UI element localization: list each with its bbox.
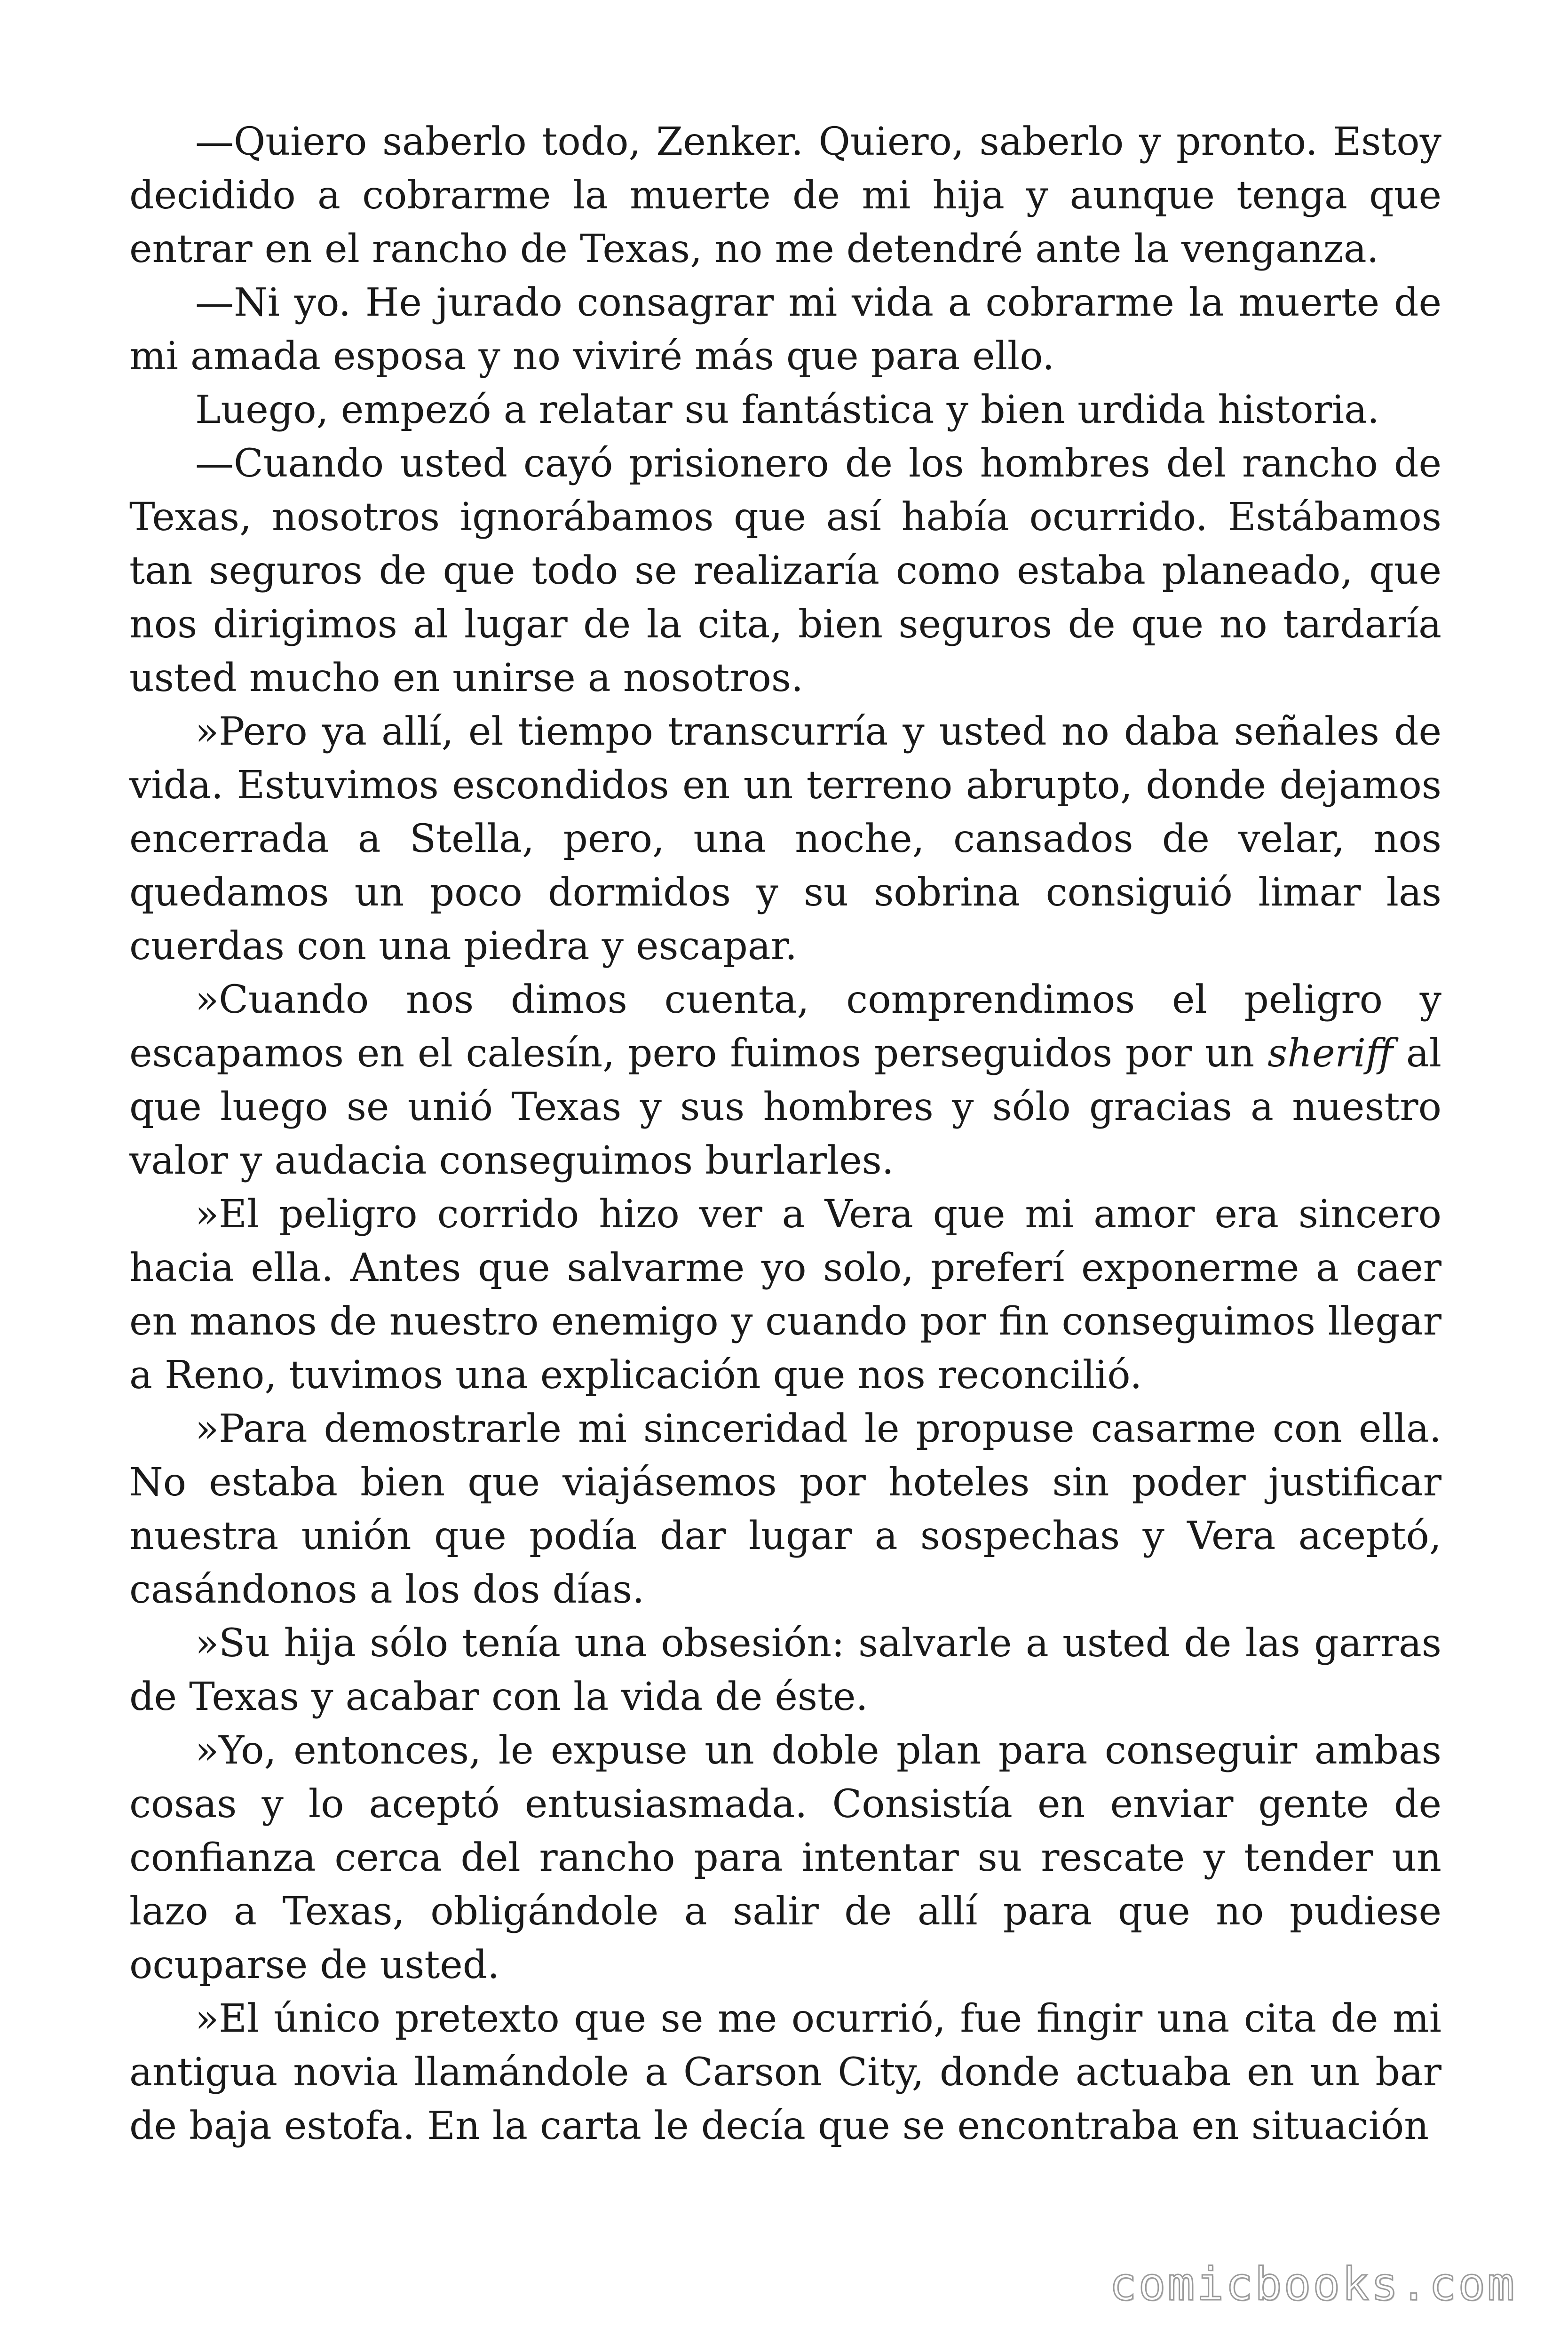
body-text xyxy=(129,115,1441,2153)
paragraph-6-italic-term: sheriff xyxy=(1267,1031,1394,1076)
paragraph-9: »Su hija sólo tenía una obsesión: salvarle a usted de las garras de Texas y acabar con la vida de éste. xyxy=(129,1621,1441,1719)
paragraph-1: —Quiero saberlo todo, Zenker. Quiero, saberlo y pronto. Estoy decidido a cobrarme la muerte de mi hija y aunque tenga que entrar en el rancho de Texas, no me detendré ante la venganza. xyxy=(129,119,1441,271)
paragraph-3: Luego, empezó a relatar su fantástica y bien urdida historia. xyxy=(195,388,1380,432)
paragraph-6-text-before: »Cuando nos dimos cuenta, comprendimos el peligro y escapamos en el calesín, pero fuimos perseguidos por un xyxy=(129,977,1441,1076)
paragraph-7: »El peligro corrido hizo ver a Vera que mi amor era sincero hacia ella. Antes que salvarme yo solo, preferí exponerme a caer en manos de nuestro enemigo y cuando por fin conseguimos llegar a Reno, tuvimos una explicación que nos reconcilió. xyxy=(129,1192,1441,1398)
paragraph-10: »Yo, entonces, le expuse un doble plan para conseguir ambas cosas y lo aceptó entusiasmada. Consistía en enviar gente de confianza cerca del rancho para intentar su rescate y tender un lazo a Texas, obligándole a salir de allí para que no pudiese ocuparse de usted. xyxy=(129,1728,1441,1987)
watermark: comicbooks.com xyxy=(1109,2258,1516,2311)
paragraph-8: »Para demostrarle mi sinceridad le propuse casarme con ella. No estaba bien que viajásemos por hoteles sin poder justificar nuestra unión que podía dar lugar a sospechas y Vera aceptó, casándonos a los dos días. xyxy=(129,1406,1441,1612)
paragraph-5: »Pero ya allí, el tiempo transcurría y usted no daba señales de vida. Estuvimos escondidos en un terreno abrupto, donde dejamos encerrada a Stella, pero, una noche, cansados de velar, nos quedamos un poco dormidos y su sobrina consiguió limar las cuerdas con una piedra y escapar. xyxy=(129,709,1441,969)
paragraph-11: »El único pretexto que se me ocurrió, fue fingir una cita de mi antigua novia llamándole a Carson City, donde actuaba en un bar de baja estofa. En la carta le decía que se encontraba en situación xyxy=(129,1996,1441,2148)
paragraph-2: —Ni yo. He jurado consagrar mi vida a cobrarme la muerte de mi amada esposa y no viviré más que para ello. xyxy=(129,280,1441,379)
paragraph-6 xyxy=(129,973,1441,1188)
paragraph-4: —Cuando usted cayó prisionero de los hombres del rancho de Texas, nosotros ignorábamos que así había ocurrido. Estábamos tan seguros de que todo se realizaría como estaba planeado, que nos dirigimos al lugar de la cita, bien seguros de que no tardaría usted mucho en unirse a nosotros. xyxy=(129,441,1441,700)
paragraph-6-text-after: al que luego se unió Texas y sus hombres y sólo gracias a nuestro valor y audacia conseguimos burlarles. xyxy=(129,1031,1441,1183)
